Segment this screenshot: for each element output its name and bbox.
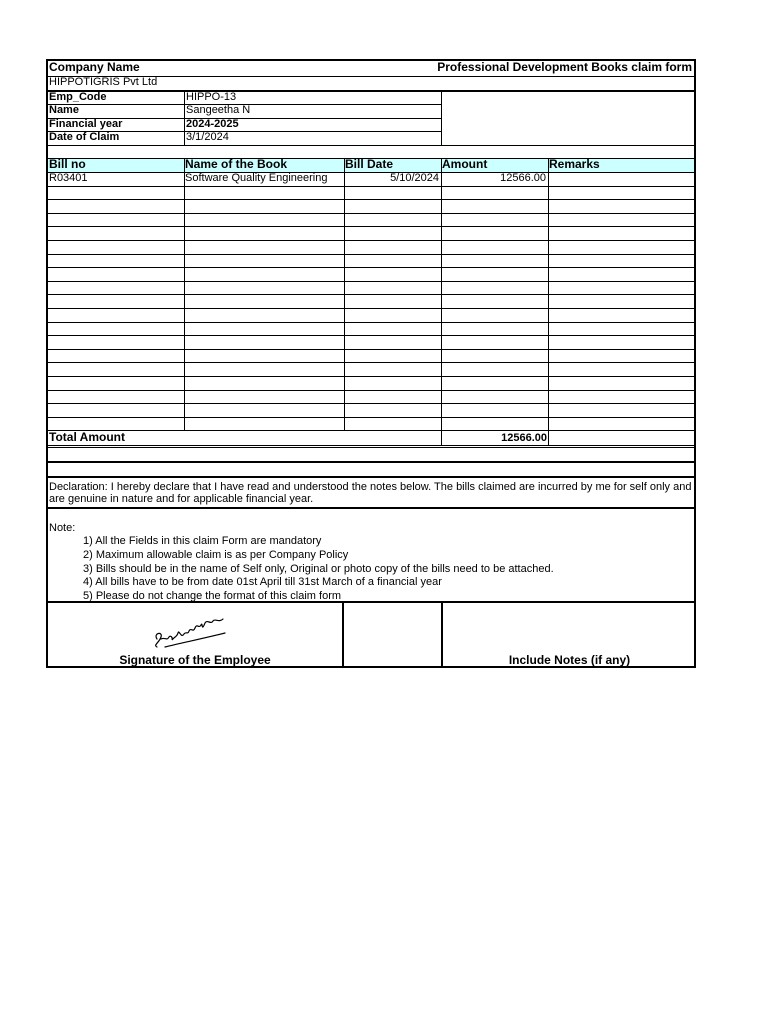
divider xyxy=(48,104,442,105)
divider xyxy=(48,430,694,431)
divider xyxy=(441,91,442,145)
divider xyxy=(48,90,694,92)
divider xyxy=(48,461,694,463)
divider xyxy=(48,335,694,336)
table-cell: 12566.00 xyxy=(500,172,546,184)
divider xyxy=(48,294,694,295)
employee-signature xyxy=(151,613,231,653)
info-label: Financial year xyxy=(49,118,123,130)
info-label: Name xyxy=(49,104,79,116)
divider xyxy=(48,131,442,132)
total-value: 12566.00 xyxy=(501,432,547,444)
divider xyxy=(48,349,694,350)
column-header: Bill Date xyxy=(345,157,394,171)
divider xyxy=(48,447,694,448)
table-cell: Software Quality Engineering xyxy=(185,172,328,184)
info-label: Emp_Code xyxy=(49,91,107,103)
signature-label: Signature of the Employee xyxy=(119,653,271,667)
divider xyxy=(48,601,694,603)
company-value: HIPPOTIGRIS Pvt Ltd xyxy=(49,76,158,88)
note-item: 5) Please do not change the format of this claim form xyxy=(83,590,342,603)
info-value: HIPPO-13 xyxy=(186,91,237,103)
divider xyxy=(48,118,442,119)
divider xyxy=(48,254,694,255)
divider xyxy=(48,240,694,241)
info-label: Date of Claim xyxy=(49,131,120,143)
divider xyxy=(48,445,694,446)
divider xyxy=(441,430,442,446)
divider xyxy=(48,186,694,187)
declaration-line-2: are genuine in nature and for applicable financial year. xyxy=(49,493,314,505)
divider xyxy=(48,417,694,418)
claim-form xyxy=(46,59,696,668)
divider xyxy=(48,507,694,509)
divider xyxy=(48,322,694,323)
divider xyxy=(48,403,694,404)
divider xyxy=(342,601,344,668)
table-cell: 5/10/2024 xyxy=(390,172,439,184)
divider xyxy=(48,145,694,146)
table-cell: R03401 xyxy=(49,172,88,184)
column-header: Bill no xyxy=(49,157,86,171)
divider xyxy=(184,158,185,430)
declaration-line-1: Declaration: I hereby declare that I have read and understood the notes below. The bills claimed are incurred by me for self only and xyxy=(49,481,692,493)
divider xyxy=(48,199,694,200)
include-notes-label: Include Notes (if any) xyxy=(508,653,631,667)
divider xyxy=(48,362,694,363)
divider xyxy=(344,158,345,430)
divider xyxy=(48,476,694,478)
notes-title: Note: xyxy=(49,522,76,534)
info-value: 2024-2025 xyxy=(186,118,239,130)
divider xyxy=(48,226,694,227)
info-value: Sangeetha N xyxy=(186,104,251,116)
divider xyxy=(548,158,549,430)
divider xyxy=(48,308,694,309)
column-header: Name of the Book xyxy=(185,157,288,171)
form-title: Professional Development Books claim form xyxy=(437,60,692,74)
divider xyxy=(441,158,442,430)
divider xyxy=(48,267,694,268)
column-header: Amount xyxy=(442,157,488,171)
divider xyxy=(48,281,694,282)
divider xyxy=(548,430,549,446)
info-value: 3/1/2024 xyxy=(186,131,229,143)
column-header: Remarks xyxy=(549,157,600,171)
company-label: Company Name xyxy=(49,60,140,74)
note-item: 2) Maximum allowable claim is as per Company Policy xyxy=(83,548,349,561)
divider xyxy=(48,213,694,214)
divider xyxy=(48,390,694,391)
note-item: 1) All the Fields in this claim Form are mandatory xyxy=(83,535,322,547)
divider xyxy=(184,91,185,145)
divider xyxy=(48,376,694,377)
total-label: Total Amount xyxy=(49,430,125,444)
note-item: 4) All bills have to be from date 01st April till 31st March of a financial year xyxy=(83,576,442,589)
note-item: 3) Bills should be in the name of Self only, Original or photo copy of the bills need to be attached. xyxy=(83,562,554,575)
